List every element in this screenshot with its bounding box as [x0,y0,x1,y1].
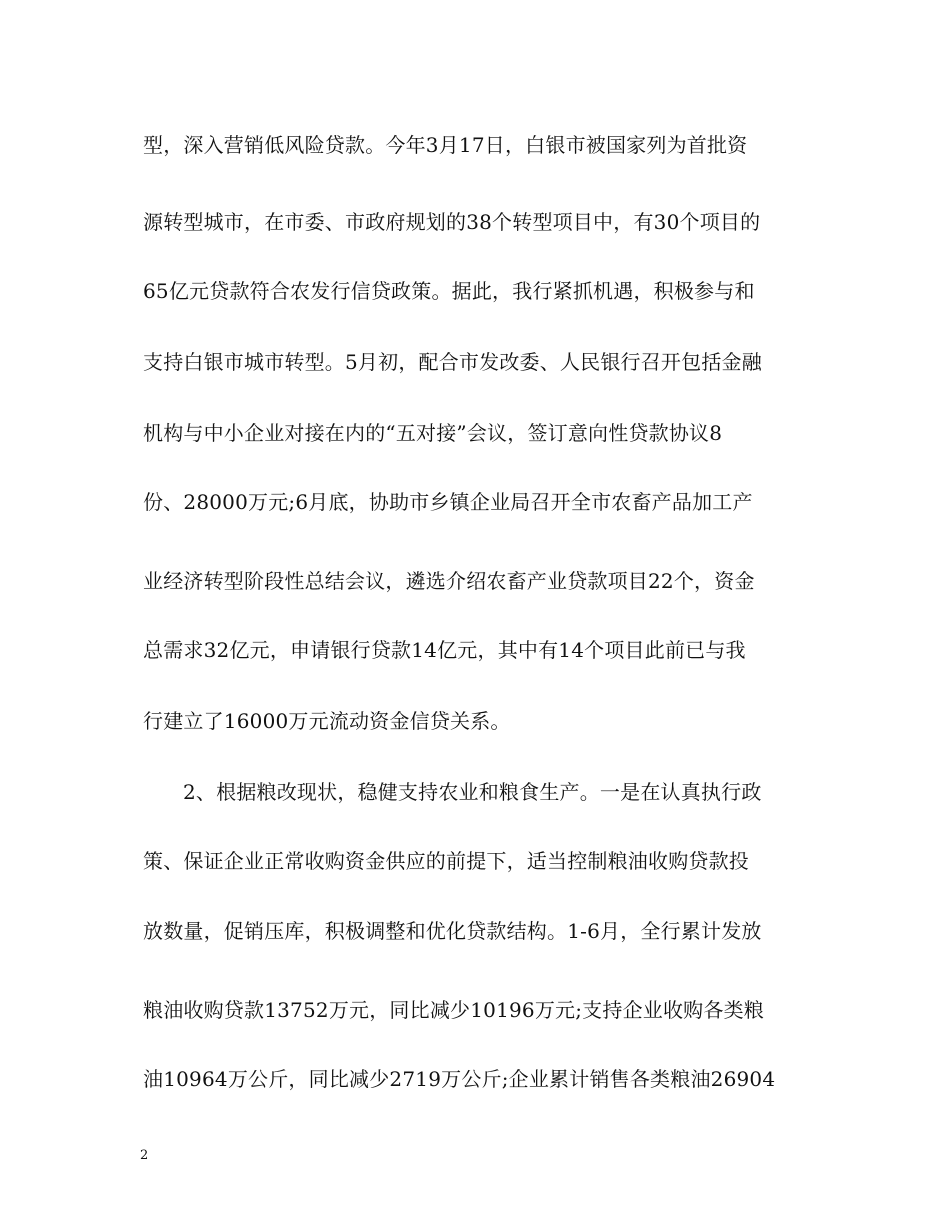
text-line: 支持白银市城市转型。5月初，配合市发改委、人民银行召开包括金融 [143,350,762,374]
text-line: 粮油收购贷款13752万元，同比减少10196万元;支持企业收购各类粮 [143,998,764,1022]
text-line: 源转型城市，在市委、市政府规划的38个转型项目中，有30个项目的 [143,210,761,234]
text-line: 业经济转型阶段性总结会议，遴选介绍农畜产业贷款项目22个，资金 [143,569,755,593]
text-line: 油10964万公斤，同比减少2719万公斤;企业累计销售各类粮油26904 [143,1067,776,1091]
text-line: 策、保证企业正常收购资金供应的前提下，适当控制粮油收购贷款投 [143,849,749,873]
text-line: 总需求32亿元，申请银行贷款14亿元，其中有14个项目此前已与我 [143,638,746,662]
text-line: 放数量，促销压库，积极调整和优化贷款结构。1-6月，全行累计发放 [143,919,762,943]
text-line: 行建立了16000万元流动资金信贷关系。 [143,709,511,733]
text-line: 型，深入营销低风险贷款。今年3月17日，白银市被国家列为首批资 [143,133,748,157]
paragraph-first-line: 2、根据粮改现状，稳健支持农业和粮食生产。一是在认真执行政 [183,780,762,804]
text-line: 65亿元贷款符合农发行信贷政策。据此，我行紧抓机遇，积极参与和 [143,279,755,303]
text-line: 份、28000万元;6月底，协助市乡镇企业局召开全市农畜产品加工产 [143,490,753,514]
page-number: 2 [140,1148,149,1163]
text-line: 机构与中小企业对接在内的“五对接”会议，签订意向性贷款协议8 [143,421,723,445]
